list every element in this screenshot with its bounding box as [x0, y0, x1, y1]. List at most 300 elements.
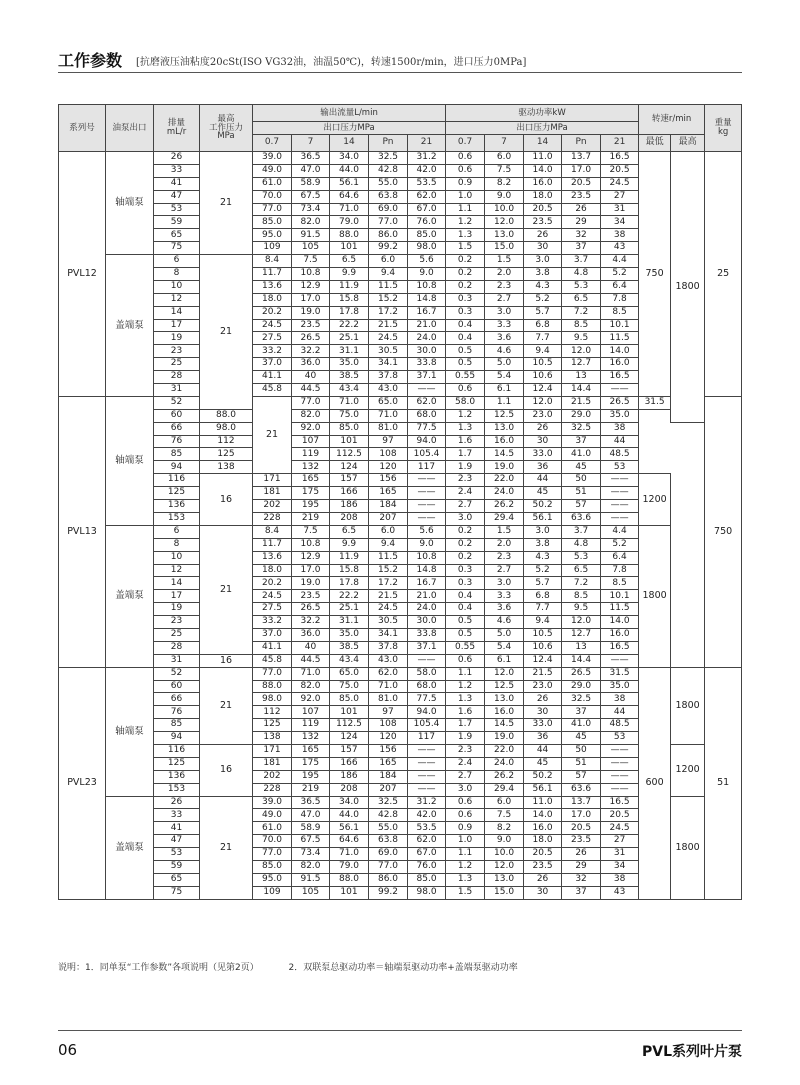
- flow-cell: 101: [330, 435, 369, 448]
- power-cell: 14.4: [562, 384, 601, 397]
- flow-cell: 6.0: [369, 525, 408, 538]
- power-cell: 0.4: [446, 332, 485, 345]
- speed-max-header: 最高: [671, 135, 705, 152]
- flow-cell: 208: [330, 512, 369, 525]
- flow-cell: 49.0: [253, 809, 292, 822]
- power-pressure-header: 14: [524, 135, 562, 152]
- flow-cell: 55.0: [369, 822, 408, 835]
- flow-cell: 108: [369, 448, 408, 461]
- power-cell: 9.5: [562, 332, 601, 345]
- power-cell: 44: [601, 706, 639, 719]
- flow-cell: 98.0: [253, 693, 292, 706]
- power-cell: 6.0: [485, 152, 524, 165]
- flow-cell: 9.0: [408, 538, 446, 551]
- power-cell: 10.0: [485, 203, 524, 216]
- power-cell: 2.3: [485, 551, 524, 564]
- flow-cell: 85.0: [330, 422, 369, 435]
- flow-cell: 47.0: [292, 809, 330, 822]
- flow-cell: 82.0: [292, 860, 330, 873]
- flow-cell: 186: [330, 770, 369, 783]
- col-flow-header: 输出流量L/min: [253, 105, 446, 122]
- power-cell: 27: [601, 835, 639, 848]
- power-cell: 26.5: [562, 667, 601, 680]
- flow-cell: 42.8: [369, 809, 408, 822]
- max-pressure-cell: 21: [200, 796, 253, 899]
- power-cell: 3.0: [524, 255, 562, 268]
- power-cell: 0.6: [446, 164, 485, 177]
- flow-cell: 166: [330, 487, 369, 500]
- flow-cell: 15.8: [330, 293, 369, 306]
- power-cell: 7.2: [562, 306, 601, 319]
- power-cell: 20.5: [562, 822, 601, 835]
- flow-cell: 62.0: [408, 396, 446, 409]
- flow-cell: 8.4: [253, 255, 292, 268]
- flow-cell: 44.0: [330, 809, 369, 822]
- power-cell: 17.0: [562, 809, 601, 822]
- power-cell: 38: [601, 422, 639, 435]
- power-cell: 44: [524, 474, 562, 487]
- displacement-cell: 53: [154, 203, 200, 216]
- flow-cell: 7.5: [292, 525, 330, 538]
- flow-cell: 77.5: [408, 693, 446, 706]
- power-cell: 0.2: [446, 525, 485, 538]
- series-cell: PVL23: [59, 667, 106, 899]
- displacement-cell: 12: [154, 564, 200, 577]
- speed-max-cell: 1200: [671, 744, 705, 796]
- power-cell: 8.2: [485, 822, 524, 835]
- displacement-cell: 25: [154, 358, 200, 371]
- section-title: 工作参数: [58, 51, 123, 70]
- flow-cell: 45.8: [253, 384, 292, 397]
- flow-cell: 17.0: [292, 564, 330, 577]
- power-cell: 13.0: [485, 873, 524, 886]
- power-cell: 4.8: [562, 538, 601, 551]
- power-cell: 19.0: [485, 461, 524, 474]
- power-cell: 0.3: [446, 293, 485, 306]
- flow-cell: 36.0: [292, 358, 330, 371]
- flow-cell: 31.2: [408, 152, 446, 165]
- pump-end-cell: 盖端泵: [106, 796, 154, 899]
- flow-cell: 92.0: [292, 693, 330, 706]
- power-cell: 0.3: [446, 306, 485, 319]
- power-cell: 34: [601, 216, 639, 229]
- flow-cell: 125: [200, 448, 253, 461]
- displacement-cell: 65: [154, 229, 200, 242]
- flow-cell: 25.1: [330, 332, 369, 345]
- speed-max-cell: 1800: [639, 525, 671, 667]
- flow-cell: 184: [369, 770, 408, 783]
- flow-pressure-header: 21: [408, 135, 446, 152]
- power-cell: 1.3: [446, 873, 485, 886]
- displacement-cell: 10: [154, 551, 200, 564]
- flow-cell: 120: [369, 461, 408, 474]
- flow-cell: 69.0: [369, 203, 408, 216]
- flow-cell: 76.0: [408, 216, 446, 229]
- power-cell: 9.0: [485, 190, 524, 203]
- flow-cell: 44.5: [292, 654, 330, 667]
- power-cell: 15.0: [485, 886, 524, 899]
- flow-cell: 44.0: [330, 164, 369, 177]
- power-outlet-pressure-header: 出口压力MPa: [446, 122, 639, 135]
- displacement-cell: 6: [154, 525, 200, 538]
- flow-cell: 17.2: [369, 577, 408, 590]
- power-cell: 27: [601, 190, 639, 203]
- power-cell: 51: [562, 757, 601, 770]
- flow-cell: 91.5: [292, 873, 330, 886]
- power-cell: 26: [562, 203, 601, 216]
- power-cell: 29.0: [562, 680, 601, 693]
- flow-cell: 41.1: [253, 641, 292, 654]
- flow-cell: 53.5: [408, 177, 446, 190]
- flow-cell: 71.0: [330, 396, 369, 409]
- power-cell: 41.0: [562, 448, 601, 461]
- flow-cell: 10.8: [292, 538, 330, 551]
- flow-cell: 11.9: [330, 551, 369, 564]
- power-cell: 1.9: [446, 732, 485, 745]
- power-cell: 16.0: [485, 706, 524, 719]
- flow-cell: 9.4: [369, 538, 408, 551]
- power-cell: 2.3: [446, 744, 485, 757]
- flow-cell: 101: [330, 886, 369, 899]
- flow-cell: 32.5: [369, 152, 408, 165]
- flow-cell: 37.8: [369, 371, 408, 384]
- displacement-cell: 10: [154, 280, 200, 293]
- flow-cell: 12.9: [292, 280, 330, 293]
- power-cell: 23.5: [562, 835, 601, 848]
- flow-cell: 17.2: [369, 306, 408, 319]
- power-cell: 18.0: [524, 190, 562, 203]
- power-cell: 6.4: [601, 551, 639, 564]
- power-cell: 10.6: [524, 641, 562, 654]
- power-cell: 38: [601, 873, 639, 886]
- flow-cell: 105: [292, 886, 330, 899]
- power-cell: 0.5: [446, 345, 485, 358]
- displacement-cell: 76: [154, 435, 200, 448]
- power-cell: 3.0: [485, 577, 524, 590]
- flow-cell: 67.5: [292, 190, 330, 203]
- flow-cell: 138: [253, 732, 292, 745]
- flow-cell: 157: [330, 744, 369, 757]
- series-cell: PVL13: [59, 396, 106, 667]
- power-cell: 37: [562, 706, 601, 719]
- power-cell: 2.7: [446, 500, 485, 513]
- power-cell: 3.8: [524, 538, 562, 551]
- power-cell: 12.7: [562, 358, 601, 371]
- power-cell: 36: [524, 732, 562, 745]
- power-cell: 7.2: [562, 577, 601, 590]
- power-cell: 41.0: [562, 719, 601, 732]
- flow-cell: ——: [408, 770, 446, 783]
- power-cell: 48.5: [601, 448, 639, 461]
- page-footer: [58, 1030, 742, 1060]
- displacement-cell: 59: [154, 216, 200, 229]
- flow-cell: 11.7: [253, 268, 292, 281]
- power-cell: 1.1: [446, 848, 485, 861]
- power-cell: 17.0: [562, 164, 601, 177]
- flow-cell: 36.5: [292, 796, 330, 809]
- max-pressure-cell: 21: [253, 396, 292, 473]
- flow-cell: 228: [253, 783, 292, 796]
- flow-cell: 56.1: [330, 177, 369, 190]
- power-cell: 24.0: [485, 487, 524, 500]
- flow-cell: 86.0: [369, 229, 408, 242]
- power-cell: 1.9: [446, 461, 485, 474]
- flow-cell: 68.0: [408, 680, 446, 693]
- flow-cell: 17.8: [330, 577, 369, 590]
- power-cell: 7.7: [524, 603, 562, 616]
- power-cell: 0.4: [446, 603, 485, 616]
- power-cell: 3.8: [524, 268, 562, 281]
- power-cell: 0.5: [446, 616, 485, 629]
- power-cell: 50.2: [524, 500, 562, 513]
- power-cell: 0.2: [446, 538, 485, 551]
- power-cell: ——: [601, 487, 639, 500]
- flow-cell: 31.1: [330, 616, 369, 629]
- power-cell: 20.5: [562, 177, 601, 190]
- flow-cell: 24.5: [369, 332, 408, 345]
- flow-cell: 88.0: [330, 229, 369, 242]
- flow-cell: 11.7: [253, 538, 292, 551]
- power-cell: 20.5: [524, 848, 562, 861]
- flow-cell: 27.5: [253, 332, 292, 345]
- displacement-cell: 94: [154, 461, 200, 474]
- flow-cell: 11.5: [369, 280, 408, 293]
- max-pressure-cell: 16: [200, 744, 253, 796]
- power-cell: 12.0: [485, 667, 524, 680]
- power-cell: 24.0: [485, 757, 524, 770]
- power-cell: 12.0: [562, 345, 601, 358]
- power-cell: 14.4: [562, 654, 601, 667]
- displacement-cell: 94: [154, 732, 200, 745]
- flow-cell: 13.6: [253, 280, 292, 293]
- power-cell: 9.4: [524, 616, 562, 629]
- flow-cell: 101: [330, 706, 369, 719]
- power-cell: 1.1: [485, 396, 524, 409]
- flow-cell: 37.1: [408, 641, 446, 654]
- flow-cell: 98.0: [408, 242, 446, 255]
- flow-cell: 43.4: [330, 384, 369, 397]
- power-cell: 32: [562, 229, 601, 242]
- flow-cell: 27.5: [253, 603, 292, 616]
- flow-cell: 99.2: [369, 886, 408, 899]
- power-cell: 63.6: [562, 783, 601, 796]
- power-cell: 16.5: [601, 641, 639, 654]
- flow-cell: 77.5: [408, 422, 446, 435]
- power-cell: 0.9: [446, 822, 485, 835]
- flow-cell: 195: [292, 770, 330, 783]
- displacement-cell: 153: [154, 512, 200, 525]
- power-cell: 5.3: [562, 280, 601, 293]
- power-cell: 48.5: [601, 719, 639, 732]
- displacement-cell: 65: [154, 873, 200, 886]
- flow-cell: 34.0: [330, 152, 369, 165]
- flow-cell: 207: [369, 512, 408, 525]
- flow-cell: 39.0: [253, 152, 292, 165]
- flow-cell: 40: [292, 641, 330, 654]
- notes: [58, 960, 518, 973]
- power-cell: 12.5: [485, 680, 524, 693]
- power-cell: 0.5: [446, 628, 485, 641]
- power-cell: 43: [601, 886, 639, 899]
- displacement-cell: 125: [154, 757, 200, 770]
- power-cell: 23.5: [562, 190, 601, 203]
- power-cell: 4.3: [524, 551, 562, 564]
- power-cell: 45: [562, 732, 601, 745]
- flow-cell: 73.4: [292, 203, 330, 216]
- flow-cell: 75.0: [330, 680, 369, 693]
- power-cell: 30: [524, 435, 562, 448]
- power-cell: 7.8: [601, 293, 639, 306]
- spec-table-body: [59, 152, 742, 900]
- flow-cell: 20.2: [253, 306, 292, 319]
- flow-cell: 67.0: [408, 848, 446, 861]
- power-cell: 2.3: [446, 474, 485, 487]
- displacement-cell: 66: [154, 422, 200, 435]
- flow-cell: 95.0: [253, 873, 292, 886]
- power-cell: 3.3: [485, 590, 524, 603]
- displacement-cell: 59: [154, 860, 200, 873]
- flow-cell: 63.8: [369, 835, 408, 848]
- displacement-cell: 66: [154, 693, 200, 706]
- power-cell: 33.0: [524, 448, 562, 461]
- power-cell: ——: [601, 500, 639, 513]
- flow-cell: 32.5: [369, 796, 408, 809]
- power-cell: 6.4: [601, 280, 639, 293]
- power-cell: 4.4: [601, 255, 639, 268]
- flow-cell: 24.5: [369, 603, 408, 616]
- flow-cell: 98.0: [200, 422, 253, 435]
- power-cell: 6.0: [485, 796, 524, 809]
- power-cell: 0.4: [446, 590, 485, 603]
- displacement-cell: 60: [154, 680, 200, 693]
- flow-cell: 65.0: [369, 396, 408, 409]
- flow-cell: 62.0: [408, 835, 446, 848]
- power-cell: 6.1: [485, 654, 524, 667]
- power-cell: 20.5: [601, 809, 639, 822]
- flow-cell: 14.8: [408, 564, 446, 577]
- power-cell: 44: [524, 744, 562, 757]
- power-cell: 5.4: [485, 371, 524, 384]
- table-row: [59, 152, 742, 165]
- power-cell: 32.5: [562, 693, 601, 706]
- power-cell: 4.6: [485, 616, 524, 629]
- table-row: [59, 474, 742, 487]
- power-cell: 13.0: [485, 693, 524, 706]
- power-cell: 0.55: [446, 641, 485, 654]
- max-pressure-cell: 21: [200, 255, 253, 410]
- flow-cell: 47.0: [292, 164, 330, 177]
- flow-cell: 85.0: [330, 693, 369, 706]
- max-pressure-cell: 21: [200, 525, 253, 654]
- power-cell: 50: [562, 744, 601, 757]
- table-row: [59, 448, 742, 461]
- power-cell: 1.2: [446, 216, 485, 229]
- displacement-cell: 136: [154, 770, 200, 783]
- flow-cell: 119: [292, 448, 330, 461]
- flow-cell: 112.5: [330, 448, 369, 461]
- flow-cell: 33.8: [408, 628, 446, 641]
- displacement-cell: 116: [154, 744, 200, 757]
- flow-cell: 58.9: [292, 177, 330, 190]
- power-cell: 38: [601, 693, 639, 706]
- power-cell: 8.5: [562, 590, 601, 603]
- flow-cell: 156: [369, 744, 408, 757]
- pump-end-cell: 轴端泵: [106, 152, 154, 255]
- power-cell: 7.7: [524, 332, 562, 345]
- displacement-cell: 8: [154, 268, 200, 281]
- power-cell: 14.5: [485, 448, 524, 461]
- power-cell: 1.7: [446, 448, 485, 461]
- power-cell: 23.0: [524, 409, 562, 422]
- power-cell: 16.5: [601, 152, 639, 165]
- flow-cell: 20.2: [253, 577, 292, 590]
- table-row: [59, 396, 742, 409]
- flow-cell: 71.0: [292, 667, 330, 680]
- power-cell: 26: [562, 848, 601, 861]
- flow-cell: 37.0: [253, 358, 292, 371]
- flow-cell: 101: [330, 242, 369, 255]
- flow-cell: 165: [369, 487, 408, 500]
- power-cell: 1.6: [446, 435, 485, 448]
- flow-cell: 15.2: [369, 564, 408, 577]
- flow-cell: 207: [369, 783, 408, 796]
- power-cell: 38: [601, 229, 639, 242]
- power-cell: 21.5: [524, 667, 562, 680]
- flow-cell: 9.9: [330, 538, 369, 551]
- flow-cell: 32.2: [292, 345, 330, 358]
- power-pressure-header: 7: [485, 135, 524, 152]
- power-cell: 26: [524, 229, 562, 242]
- note-1: 说明：1．同单泵“工作参数”各项说明（见第2页）: [58, 963, 259, 973]
- flow-cell: 95.0: [253, 229, 292, 242]
- power-cell: 18.0: [524, 835, 562, 848]
- power-cell: 24.5: [601, 822, 639, 835]
- flow-cell: 7.5: [292, 255, 330, 268]
- flow-cell: 107: [292, 706, 330, 719]
- speed-min-cell: 750: [705, 396, 742, 667]
- col-power-header: 驱动功率kW: [446, 105, 639, 122]
- flow-cell: 70.0: [253, 190, 292, 203]
- flow-cell: 70.0: [253, 835, 292, 848]
- flow-cell: 37.0: [253, 628, 292, 641]
- flow-cell: 56.1: [330, 822, 369, 835]
- displacement-cell: 33: [154, 164, 200, 177]
- col-displacement-header: 排量 mL/r: [154, 105, 200, 152]
- displacement-cell: 17: [154, 590, 200, 603]
- power-cell: 16.0: [601, 628, 639, 641]
- flow-cell: 219: [292, 783, 330, 796]
- flow-cell: 69.0: [369, 848, 408, 861]
- displacement-cell: 23: [154, 345, 200, 358]
- table-row: [59, 667, 742, 680]
- flow-cell: 98.0: [408, 886, 446, 899]
- flow-cell: ——: [408, 757, 446, 770]
- power-cell: 1.0: [446, 190, 485, 203]
- flow-cell: 21.5: [369, 319, 408, 332]
- max-pressure-cell: 21: [200, 667, 253, 744]
- power-cell: 63.6: [562, 512, 601, 525]
- power-cell: 0.2: [446, 280, 485, 293]
- power-cell: 29: [562, 860, 601, 873]
- power-cell: 20.5: [524, 203, 562, 216]
- table-row: [59, 422, 742, 435]
- flow-cell: 19.0: [292, 577, 330, 590]
- section-subtitle: [抗磨液压油粘度20cSt(ISO VG32油，油温50℃)，转速1500r/min，进口压力0MPa]: [136, 57, 527, 68]
- flow-cell: 85.0: [253, 216, 292, 229]
- power-cell: 37: [562, 886, 601, 899]
- displacement-cell: 8: [154, 538, 200, 551]
- displacement-cell: 116: [154, 474, 200, 487]
